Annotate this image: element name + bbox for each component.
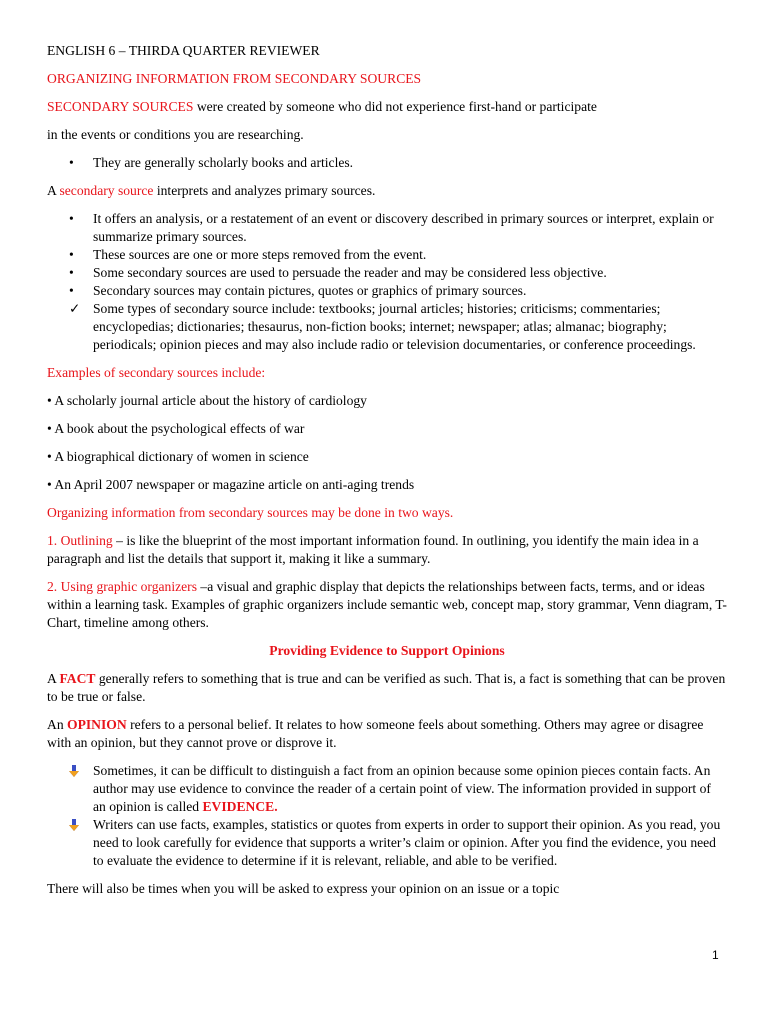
example-item: • A scholarly journal article about the history of cardiology — [47, 393, 367, 408]
bullet-icon: • — [69, 211, 74, 226]
arrow-item-text: Writers can use facts, examples, statistics or quotes from experts in order to support their opinion. As you read, you need to look carefully for evidence that supports a writer’s claim or opinion. After you find the evidence, you need to evaluate the evidence to determine if it is relevant, reliable, and able to be verified. — [93, 817, 721, 868]
check-item-text: Some types of secondary source include: textbooks; journal articles; histories; criticisms; commentaries; encyclopedias; dictionaries; thesaurus, non-fiction books; internet; newspaper; atlas; almanac; biography; periodicals; opinion pieces and may also include radio or television documentaries, or conference proceedings. — [93, 301, 696, 352]
arrow-item-text: Sometimes, it can be difficult to distinguish a fact from an opinion because some opinion pieces contain facts. An author may use evidence to convince the reader of a certain point of view. The information provided in support of an opinion is called — [93, 763, 711, 814]
outlining-text: – is like the blueprint of the most important information found. In outlining, you identify the main idea in a paragraph and list the details that support it, making it like a summary. — [47, 533, 699, 566]
evidence-arrow-list — [47, 762, 727, 870]
def-rest: interprets and analyzes primary sources. — [153, 183, 376, 198]
document-header: ENGLISH 6 – THIRDA QUARTER REVIEWER — [47, 43, 320, 58]
fact-article: A — [47, 671, 60, 686]
list-item — [47, 264, 727, 282]
list-item — [47, 762, 727, 816]
opinion-paragraph — [47, 716, 727, 752]
list-item — [47, 246, 727, 264]
bullet-icon: • — [69, 247, 74, 262]
bullet-icon: • — [69, 283, 74, 298]
evidence-heading: Providing Evidence to Support Opinions — [269, 643, 505, 658]
opinion-text: refers to a personal belief. It relates to how someone feels about something. Others may agree or disagree with an opinion, but they cannot prove or disprove it. — [47, 717, 704, 750]
fact-term: FACT — [59, 671, 96, 686]
example-item: • An April 2007 newspaper or magazine article on anti-aging trends — [47, 477, 415, 492]
bullet-icon: • — [69, 265, 74, 280]
opinion-term: OPINION — [67, 717, 127, 732]
graphic-organizers-text: –a visual and graphic display that depicts the relationships between facts, terms, and or ideas within a learning task. Examples of graphic organizers include semantic web, concept map, story grammar, Venn diagram, T-Chart, timeline among others. — [47, 579, 727, 630]
list-item — [47, 210, 727, 246]
arrow-down-bullet-icon — [68, 765, 80, 777]
example-item: • A book about the psychological effects of war — [47, 421, 305, 436]
intro-paragraph-line1 — [47, 98, 727, 116]
intro-bullet-text: They are generally scholarly books and articles. — [93, 155, 354, 170]
list-item — [47, 816, 727, 870]
def-term: secondary source — [59, 183, 154, 198]
list-item — [47, 282, 727, 300]
section-title: ORGANIZING INFORMATION FROM SECONDARY SOURCES — [47, 71, 422, 86]
intro-paragraph-line2: in the events or conditions you are researching. — [47, 127, 304, 142]
def-article: A — [47, 183, 60, 198]
fact-text: generally refers to something that is true and can be verified as such. That is, a fact is something that can be proven to be true or false. — [47, 671, 726, 704]
outlining-paragraph — [47, 532, 727, 568]
secondary-source-bullets — [47, 210, 727, 354]
page-number: 1 — [712, 948, 719, 962]
evidence-term: EVIDENCE. — [202, 799, 278, 814]
example-item: • A biographical dictionary of women in science — [47, 449, 309, 464]
examples-heading: Examples of secondary sources include: — [47, 365, 266, 380]
graphic-organizers-paragraph — [47, 578, 727, 632]
document-page — [47, 42, 727, 898]
intro-bullet-list — [47, 154, 727, 172]
intro-term: SECONDARY SOURCES — [47, 99, 194, 114]
closing-paragraph: There will also be times when you will be asked to express your opinion on an issue or a topic — [47, 881, 560, 896]
opinion-article: An — [47, 717, 68, 732]
arrow-down-bullet-icon — [68, 819, 80, 831]
outlining-term: 1. Outlining — [47, 533, 113, 548]
checkmark-icon: ✓ — [69, 301, 81, 316]
list-item — [47, 300, 727, 354]
bullet-icon: • — [69, 155, 74, 170]
bullet-text: It offers an analysis, or a restatement of an event or discovery described in primary sources or interpret, explain or summarize primary sources. — [93, 211, 714, 244]
bullet-text: Secondary sources may contain pictures, quotes or graphics of primary sources. — [93, 283, 527, 298]
bullet-text: These sources are one or more steps removed from the event. — [93, 247, 427, 262]
fact-paragraph — [47, 670, 727, 706]
organizing-heading: Organizing information from secondary sources may be done in two ways. — [47, 505, 454, 520]
bullet-text: Some secondary sources are used to persuade the reader and may be considered less objective. — [93, 265, 607, 280]
secondary-source-definition — [47, 182, 727, 200]
list-item — [47, 154, 727, 172]
intro-line1-rest: were created by someone who did not experience first-hand or participate — [193, 99, 597, 114]
graphic-organizers-term: 2. Using graphic organizers — [47, 579, 197, 594]
